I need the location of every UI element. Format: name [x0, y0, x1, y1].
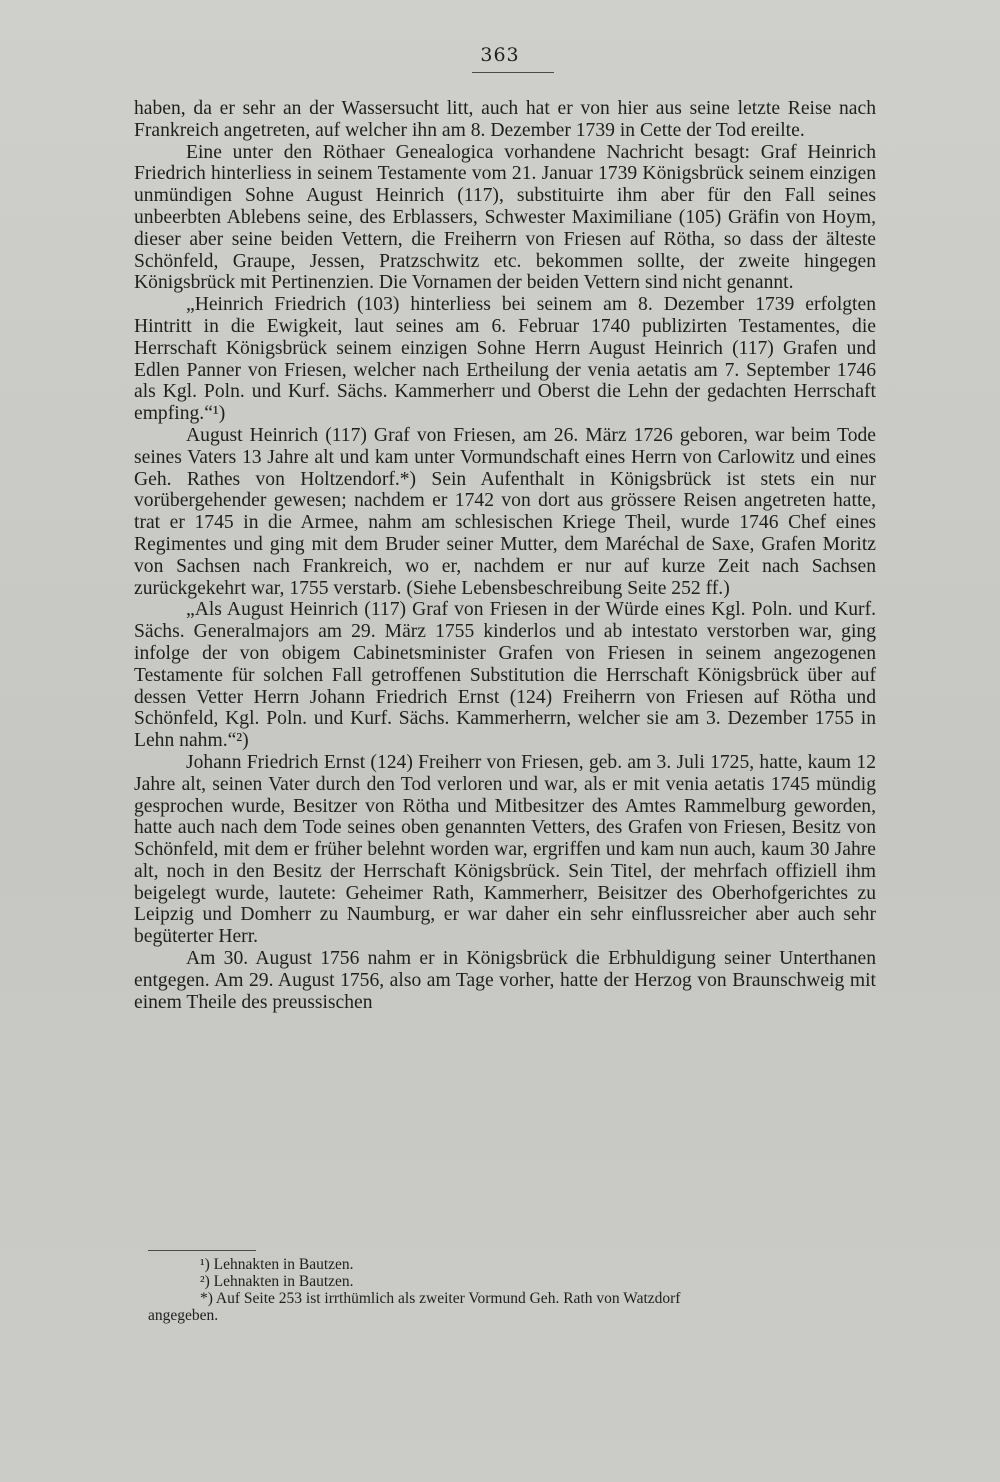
paragraph: Eine unter den Röthaer Genealogica vorhandene Nachricht besagt: Graf Heinrich Friedrich hinterliess in seinem Testamente vom 21. Januar 1739 Königsbrück seinem einzigen unmündigen Sohne August Heinrich (117), substituirte ihm aber für den Fall seines unbeerbten Ablebens seine, des Erblassers, Schwester Maximiliane (105) Gräfin von Hoym, dieser aber seine beiden Vettern, die Freiherrn von Friesen auf Rötha, so dass der älteste Schönfeld, Graupe, Jessen, Pratzschwitz etc. bekommen sollte, der zweite hingegen Königsbrück mit Pertinenzien. Die Vornamen der beiden Vettern sind nicht genannt.	[134, 141, 876, 294]
footnote-rule	[148, 1250, 256, 1251]
paragraph: „Als August Heinrich (117) Graf von Friesen in der Würde eines Kgl. Poln. und Kurf. Sächs. Generalmajors am 29. März 1755 kinderlos und ab intestato verstorben war, ging infolge der von obigem Cabinetsminister Grafen von Friesen in seinem angezogenen Testamente für solchen Fall getroffenen Substitution die Herrschaft Königsbrück über auf dessen Vetter Herrn Johann Friedrich Ernst (124) Freiherrn von Friesen auf Rötha und Schönfeld, Kgl. Poln. und Kurf. Sächs. Kammerherrn, welcher sie am 3. Dezember 1755 in Lehn nahm.“²)	[134, 599, 876, 752]
footnote: angegeben.	[148, 1307, 219, 1324]
body-text	[134, 98, 876, 1013]
paragraph: Johann Friedrich Ernst (124) Freiherr von Friesen, geb. am 3. Juli 1725, hatte, kaum 12 Jahre alt, seinen Vater durch den Tod verloren und war, als er mit venia aetatis 1745 mündig gesprochen wurde, Besitzer von Rötha und Mitbesitzer des Amtes Rammelburg geworden, hatte auch nach dem Tode seines oben genannten Vetters, des Grafen von Friesen, Besitz von Schönfeld, mit dem er früher belehnt worden war, ergriffen und kam nun auch, kaum 30 Jahre alt, noch in den Besitz der Herrschaft Königsbrück. Sein Titel, der mehrfach offiziell ihm beigelegt wurde, lautete: Geheimer Rath, Kammerherr, Beisitzer des Oberhofgerichtes zu Leipzig und Domherr zu Naumburg, er war daher ein sehr einflussreicher aber auch sehr begüterter Herr.	[134, 751, 876, 948]
footnotes	[148, 1256, 888, 1324]
footnote: *) Auf Seite 253 ist irrthümlich als zweiter Vormund Geh. Rath von Watzdorf	[200, 1290, 681, 1307]
header-rule	[472, 72, 554, 73]
paragraph: „Heinrich Friedrich (103) hinterliess bei seinem am 8. Dezember 1739 erfolgten Hintritt in die Ewigkeit, laut seines am 6. Februar 1740 publizirten Testamentes, die Herrschaft Königsbrück seinem einzigen Sohne Herrn August Heinrich (117) Grafen und Edlen Panner von Friesen, welcher nach Ertheilung der venia aetatis am 7. September 1746 als Kgl. Poln. und Kurf. Sächs. Kammerherr und Oberst die Lehn der gedachten Herrschaft empfing.“¹)	[134, 294, 876, 425]
page-number: 363	[480, 44, 520, 66]
footnote: ¹) Lehnakten in Bautzen.	[200, 1256, 354, 1273]
paragraph: haben, da er sehr an der Wassersucht litt, auch hat er von hier aus seine letzte Reise nach Frankreich angetreten, auf welcher ihn am 8. Dezember 1739 in Cette der Tod ereilte.	[134, 98, 876, 141]
paragraph: August Heinrich (117) Graf von Friesen, am 26. März 1726 geboren, war beim Tode seines Vaters 13 Jahre alt und kam unter Vormundschaft eines Herrn von Carlowitz und eines Geh. Rathes von Holtzendorf.*) Sein Aufenthalt in Königsbrück ist stets ein nur vorübergehender gewesen; nachdem er 1742 von dort aus grössere Reisen angetreten hatte, trat er 1745 in die Armee, nahm am schlesischen Kriege Theil, wurde 1746 Chef eines Regimentes und ging mit dem Bruder seiner Mutter, dem Maréchal de Saxe, Grafen Moritz von Sachsen nach Frankreich, wo er, nachdem er nur auf kurze Zeit nach Sachsen zurückgekehrt war, 1755 verstarb. (Siehe Lebensbeschreibung Seite 252 ff.)	[134, 424, 876, 599]
footnote: ²) Lehnakten in Bautzen.	[200, 1273, 354, 1290]
paragraph: Am 30. August 1756 nahm er in Königsbrück die Erbhuldigung seiner Unterthanen entgegen. Am 29. August 1756, also am Tage vorher, hatte der Herzog von Braunschweig mit einem Theile des preussischen	[134, 948, 876, 1013]
